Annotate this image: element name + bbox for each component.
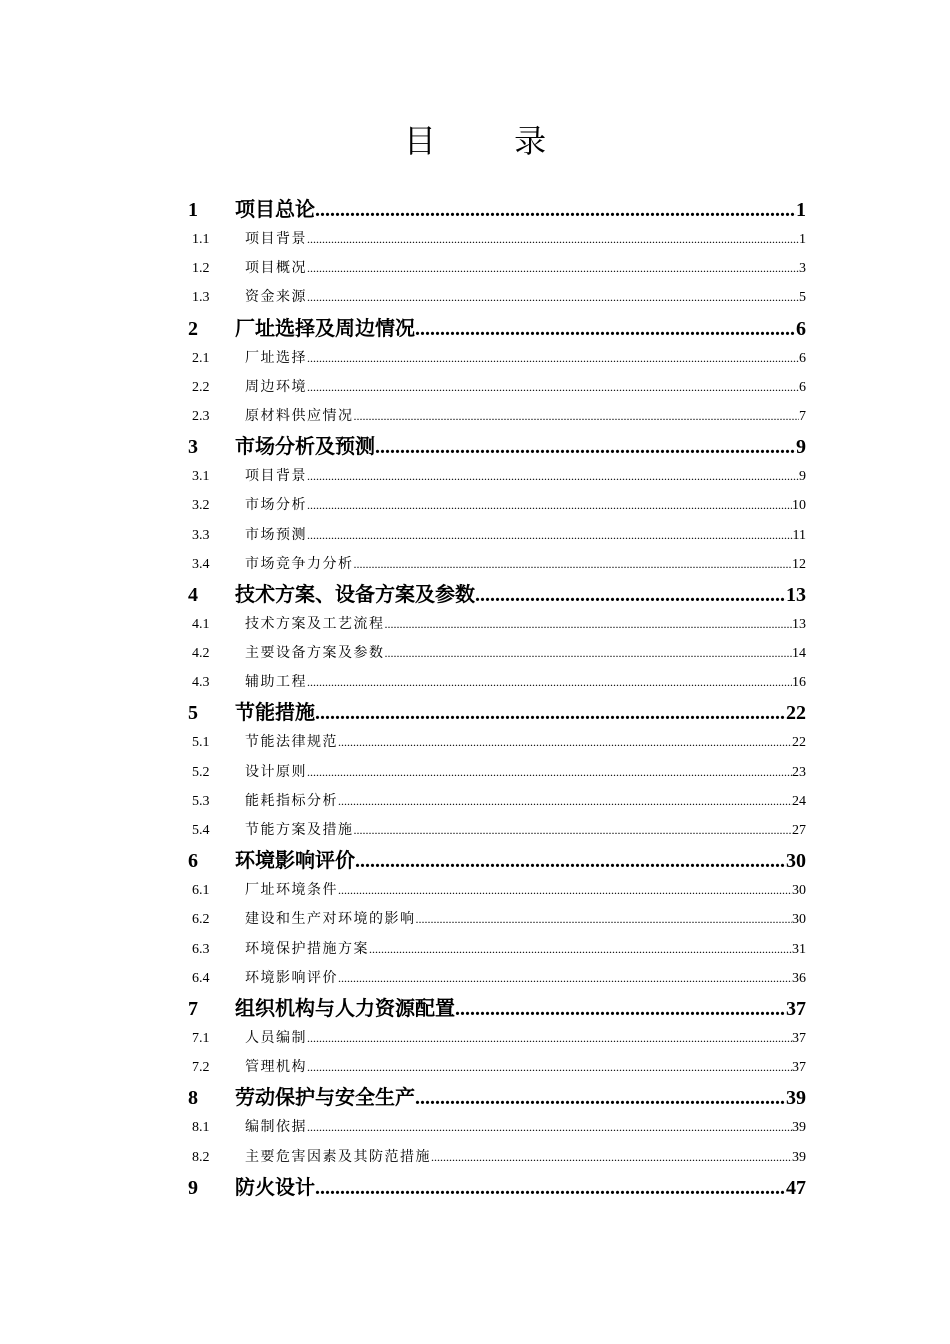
toc-title: 编制依据 — [245, 1119, 307, 1136]
toc-number: 6.2 — [192, 912, 210, 928]
toc-leader — [307, 462, 799, 491]
toc-section[interactable] — [188, 610, 806, 639]
toc-page-number: 24 — [792, 793, 806, 809]
toc-number: 7 — [188, 997, 198, 1020]
toc-title: 组织机构与人力资源配置 — [235, 995, 455, 1020]
toc-title: 主要设备方案及参数 — [245, 645, 385, 662]
toc-leader — [307, 668, 792, 697]
toc-number: 4.3 — [192, 675, 210, 691]
toc-title: 环境影响评价 — [245, 969, 338, 986]
toc-number: 4.1 — [192, 616, 210, 632]
toc-leader — [307, 254, 799, 283]
toc-title: 技术方案及工艺流程 — [245, 615, 385, 632]
toc-section[interactable] — [188, 1143, 806, 1172]
toc-section[interactable] — [188, 521, 806, 550]
toc-page-number: 12 — [792, 556, 806, 572]
toc-section[interactable] — [188, 491, 806, 520]
toc-leader — [385, 610, 793, 639]
toc-section[interactable] — [188, 283, 806, 312]
toc-section[interactable] — [188, 550, 806, 579]
toc-number: 6.3 — [192, 941, 210, 957]
toc-leader — [315, 195, 796, 225]
toc-leader — [307, 225, 799, 254]
toc-page-number: 30 — [786, 850, 806, 873]
toc-number: 6 — [188, 850, 198, 873]
toc-section[interactable] — [188, 668, 806, 697]
toc-page-number: 27 — [792, 823, 806, 838]
toc-number: 2 — [188, 317, 198, 340]
toc-leader — [431, 1143, 792, 1172]
toc-page-number: 31 — [792, 941, 806, 957]
toc-section[interactable] — [188, 462, 806, 491]
toc-title: 设计原则 — [245, 763, 307, 780]
toc-section[interactable] — [188, 344, 806, 373]
toc-number: 2.3 — [192, 408, 210, 424]
toc-leader — [315, 1173, 786, 1203]
toc-leader — [307, 758, 792, 787]
toc-number: 3.3 — [192, 527, 210, 543]
toc-section[interactable] — [188, 787, 806, 816]
toc-chapter[interactable] — [188, 845, 806, 876]
toc-leader — [338, 964, 792, 993]
toc-title: 辅助工程 — [245, 674, 307, 691]
toc-number: 6.1 — [192, 883, 210, 899]
toc-chapter[interactable] — [188, 1082, 806, 1113]
toc-chapter[interactable] — [188, 194, 806, 225]
toc-leader — [354, 816, 793, 845]
toc-page-number: 6 — [799, 379, 806, 395]
toc-chapter[interactable] — [188, 579, 806, 610]
toc-number: 5.2 — [192, 764, 210, 780]
toc-section[interactable] — [188, 1113, 806, 1142]
toc-leader — [307, 1024, 792, 1053]
toc-number: 1.1 — [192, 232, 210, 247]
toc-leader — [338, 876, 792, 905]
toc-page-number: 47 — [786, 1176, 806, 1199]
toc-number: 6.4 — [192, 970, 210, 986]
toc-page-number: 1 — [799, 232, 806, 247]
toc-leader — [307, 1053, 792, 1082]
toc-leader — [315, 698, 786, 728]
toc-chapter[interactable] — [188, 313, 806, 344]
toc-page-number: 39 — [786, 1087, 806, 1110]
toc-title: 节能方案及措施 — [245, 822, 354, 838]
toc-page-number: 22 — [792, 735, 806, 751]
toc-number: 1 — [188, 199, 198, 221]
toc-title: 节能措施 — [235, 700, 315, 725]
toc-leader — [307, 491, 792, 520]
toc-leader — [354, 550, 793, 579]
toc-leader — [415, 1083, 786, 1113]
toc-page-number: 13 — [792, 616, 806, 632]
toc-leader — [307, 344, 799, 373]
toc-number: 7.2 — [192, 1060, 210, 1076]
toc-title: 管理机构 — [245, 1059, 307, 1076]
toc-chapter[interactable] — [188, 993, 806, 1024]
toc-title: 厂址选择及周边情况 — [235, 315, 415, 340]
toc-title: 资金来源 — [245, 289, 307, 306]
toc-page-number: 6 — [796, 317, 806, 340]
toc-number: 5.1 — [192, 735, 210, 751]
toc-number: 1.3 — [192, 290, 210, 306]
toc-title: 厂址环境条件 — [245, 882, 338, 899]
toc-page-number: 14 — [792, 646, 806, 662]
toc-title: 市场预测 — [245, 526, 307, 543]
toc-page-number: 6 — [799, 350, 806, 366]
toc-leader — [415, 314, 796, 344]
toc-page-number: 11 — [792, 527, 806, 543]
toc-section[interactable] — [188, 935, 806, 964]
toc-section[interactable] — [188, 876, 806, 905]
toc-title: 环境保护措施方案 — [245, 940, 369, 957]
toc-number: 5 — [188, 702, 198, 725]
toc-leader — [369, 935, 792, 964]
toc-page-number: 37 — [792, 1060, 806, 1076]
toc-leader — [375, 432, 796, 462]
toc-section[interactable] — [188, 254, 806, 283]
toc-page-number: 9 — [796, 436, 806, 459]
toc-page-number: 22 — [786, 702, 806, 725]
toc-number: 4 — [188, 583, 198, 606]
toc-section[interactable] — [188, 905, 806, 934]
toc-leader — [416, 905, 793, 934]
toc-page-number: 3 — [799, 261, 806, 277]
toc-leader — [455, 994, 786, 1024]
toc-title: 环境影响评价 — [235, 848, 355, 873]
toc-number: 7.1 — [192, 1030, 210, 1046]
toc-leader — [475, 580, 786, 610]
toc-title: 市场分析及预测 — [235, 434, 375, 459]
toc-leader — [355, 846, 786, 876]
toc-title: 市场竞争力分析 — [245, 555, 354, 572]
toc-section[interactable] — [188, 728, 806, 757]
toc-number: 8.1 — [192, 1120, 210, 1136]
toc-title: 项目总论 — [235, 197, 315, 221]
toc-page-number: 10 — [792, 498, 806, 514]
toc-number: 2.1 — [192, 350, 210, 366]
toc-page-number: 9 — [799, 469, 806, 485]
toc-number: 3.2 — [192, 498, 210, 514]
table-of-contents — [188, 194, 806, 1203]
toc-page-number: 30 — [792, 883, 806, 899]
toc-page-number: 7 — [799, 408, 806, 424]
page-title: 目 录 — [403, 122, 581, 160]
toc-leader — [338, 787, 792, 816]
toc-title: 主要危害因素及其防范措施 — [245, 1148, 431, 1165]
toc-leader — [307, 373, 799, 402]
toc-title: 节能法律规范 — [245, 734, 338, 751]
toc-page-number: 23 — [792, 764, 806, 780]
toc-section[interactable] — [188, 758, 806, 787]
toc-number: 3.1 — [192, 469, 210, 485]
toc-section[interactable] — [188, 639, 806, 668]
toc-number: 5.3 — [192, 793, 210, 809]
toc-chapter[interactable] — [188, 431, 806, 462]
toc-number: 5.4 — [192, 823, 210, 838]
toc-title: 原材料供应情况 — [245, 407, 354, 424]
toc-section[interactable] — [188, 1053, 806, 1082]
toc-number: 4.2 — [192, 646, 210, 662]
toc-page-number: 39 — [792, 1120, 806, 1136]
toc-number: 8.2 — [192, 1149, 210, 1165]
toc-title: 项目概况 — [245, 260, 307, 277]
toc-chapter[interactable] — [188, 697, 806, 728]
toc-section[interactable] — [188, 402, 806, 431]
toc-section[interactable] — [188, 816, 806, 845]
toc-title: 技术方案、设备方案及参数 — [235, 581, 475, 606]
toc-title: 项目背景 — [245, 231, 307, 247]
toc-title: 周边环境 — [245, 378, 307, 395]
toc-leader — [338, 728, 792, 757]
toc-leader — [354, 402, 800, 431]
toc-page-number: 13 — [786, 583, 806, 606]
toc-leader — [307, 283, 799, 312]
toc-page-number: 37 — [792, 1030, 806, 1046]
toc-number: 3 — [188, 436, 198, 459]
toc-title: 防火设计 — [235, 1174, 315, 1199]
toc-chapter[interactable] — [188, 1172, 806, 1203]
toc-leader — [307, 521, 793, 550]
toc-page-number: 5 — [799, 290, 806, 306]
toc-page-number: 16 — [792, 675, 806, 691]
toc-number: 9 — [188, 1176, 198, 1199]
toc-page-number: 39 — [792, 1149, 806, 1165]
toc-section[interactable] — [188, 225, 806, 254]
toc-leader — [307, 1113, 792, 1142]
toc-title: 建设和生产对环境的影响 — [245, 911, 416, 928]
toc-section[interactable] — [188, 1024, 806, 1053]
toc-number: 3.4 — [192, 556, 210, 572]
toc-title: 能耗指标分析 — [245, 792, 338, 809]
toc-title: 劳动保护与安全生产 — [235, 1085, 415, 1110]
toc-title: 厂址选择 — [245, 349, 307, 366]
toc-number: 8 — [188, 1087, 198, 1110]
toc-leader — [385, 639, 793, 668]
toc-section[interactable] — [188, 373, 806, 402]
toc-title: 项目背景 — [245, 468, 307, 485]
toc-title: 市场分析 — [245, 497, 307, 514]
toc-page-number: 36 — [792, 970, 806, 986]
toc-section[interactable] — [188, 964, 806, 993]
toc-page-number: 1 — [796, 199, 806, 221]
toc-page-number: 30 — [792, 912, 806, 928]
toc-title: 人员编制 — [245, 1029, 307, 1046]
toc-number: 1.2 — [192, 261, 210, 277]
toc-number: 2.2 — [192, 379, 210, 395]
toc-page-number: 37 — [786, 997, 806, 1020]
